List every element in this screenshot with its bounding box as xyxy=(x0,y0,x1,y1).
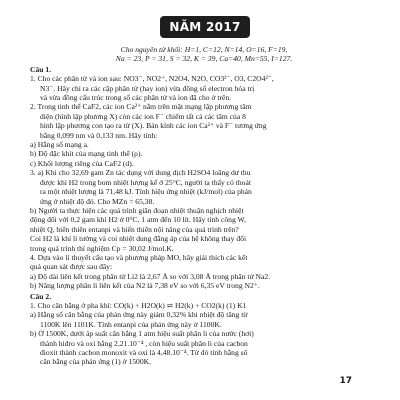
text-line: 4. Dựa vào lí thuyết cấu tạo và phương pháp MO, hãy giải thích các kết xyxy=(30,252,248,262)
text-line: bằng 0,099 nm và 0,133 nm. Hãy tính: xyxy=(40,130,158,140)
text-line: 1100K lên 1101K. Tính entanpi của phản ứng này ở 1100K. xyxy=(40,319,222,329)
text-line: 1. Cho các phân tử và ion sau: NO3⁻, NO2⁺, N2O4, N2O, CO3²⁻, O3, C2O4²⁻, xyxy=(30,74,274,84)
text-line: a) Hằng số cân bằng của phản ứng này giảm 0,32% khi nhiệt độ tăng từ xyxy=(30,310,248,320)
page-title: NĂM 2017 xyxy=(169,20,241,34)
section-heading-cau-2: Câu 2. xyxy=(30,291,52,301)
text-line: ra một nhiệt lượng là 71,48 kJ. Tính hiệu ứng nhiệt (kJ/mol) của phản xyxy=(40,187,252,197)
text-line: và vừa đồng cấu trúc trong số các phân tử và ion đã cho ở trên. xyxy=(40,93,232,103)
intro-line: Na = 23, P = 31, S = 32, K = 39, Ca=40, Mn=55, I=127. xyxy=(115,54,293,64)
text-line: trong quá trình thí nghiệm Cp = 30,02 J/mol.K. xyxy=(30,243,174,253)
text-line: đioxit thành cacbon monoxit và oxi là 4,48.10⁻⁴. Từ đó tính hằng số xyxy=(40,348,248,357)
text-line: b) Người ta thực hiện các quá trình giãn đoạn nhiệt thuận nghịch nhiệt xyxy=(30,205,244,215)
text-line: 1. Cho cân bằng ở pha khí: CO(k) + H2O(k) ⇌ H2(k) + CO2(k) (1) K1 xyxy=(30,300,247,310)
text-line: b) Ở 1500K, dưới áp suất cân bằng 1 atm hiệu suất phân li của nước (hơi) xyxy=(30,329,254,339)
text-line: ứng ở nhiệt độ đó. Cho MZn = 65,38. xyxy=(40,196,155,206)
text-line: quả quan sát được sau đây: xyxy=(30,262,113,272)
text-line: a) Độ dài liên kết trong phân tử Li2 là 2,67 Å so với 3,08 Å trong phân tử Na2. xyxy=(30,271,271,281)
text-line: 3. a) Khi cho 32,69 gam Zn tác dụng với dung dịch H2SO4 loãng dư thu xyxy=(30,168,251,178)
text-line: a) Hằng số mạng a. xyxy=(30,140,89,150)
cau-1-body xyxy=(30,74,378,290)
text-line: c) Khối lượng riêng của CaF2 (d). xyxy=(30,158,134,168)
intro-line: Cho nguyên tử khối: H=1, C=12, N=14, O=16, F=19, xyxy=(120,45,288,54)
text-line: được khí H2 trong bom nhiệt lượng kế ở 25°C, người ta thấy có thoát xyxy=(40,177,251,187)
document-content xyxy=(30,45,378,367)
text-line: N3⁻. Hãy chỉ ra các cặp phân tử (hay ion) vừa đồng số electron hóa trị xyxy=(40,83,255,93)
text-line: hình lập phương con tạo ra từ (X). Bán kính các ion Ca²⁺ và F⁻ tương ứng xyxy=(40,121,267,131)
section-heading-cau-1: Câu 1. xyxy=(30,64,52,74)
year-title-banner xyxy=(160,16,250,38)
cau-2-body xyxy=(30,301,378,367)
text-line: nhiệt Q, biến thiên entanpi và biến thiên nội năng của quá trình trên? xyxy=(30,224,239,234)
text-line: động đối với 0,2 gam khí H2 ở 0°C, 1 atm đến 10 lít. Hãy tính công W, xyxy=(30,215,246,225)
text-line: b) Độ đặc khít của mạng tinh thể (ρ). xyxy=(30,149,143,159)
page-number: 17 xyxy=(339,376,352,386)
text-line: Coi H2 là khí lí tưởng và coi nhiệt dung đẳng áp của hệ không thay đổi xyxy=(30,234,247,244)
text-line: thành hiđro và oxi bằng 2,21.10⁻⁴ , còn hiệu suất phân li của cacbon xyxy=(40,338,248,348)
text-line: cân bằng của phản ứng (1) ở 1500K. xyxy=(40,357,152,367)
text-line: diện (hình lập phương X) còn các ion F⁻ chiếm tất cả các tâm của 8 xyxy=(40,111,246,121)
text-line: b) Năng lượng phân li liên kết của N2 là 7,38 eV so với 6,35 eV trong N2⁺. xyxy=(30,281,260,291)
text-line: 2. Trong tinh thể CaF2, các ion Ca²⁺ nằm trên mặt mạng lập phương tâm xyxy=(30,102,252,112)
